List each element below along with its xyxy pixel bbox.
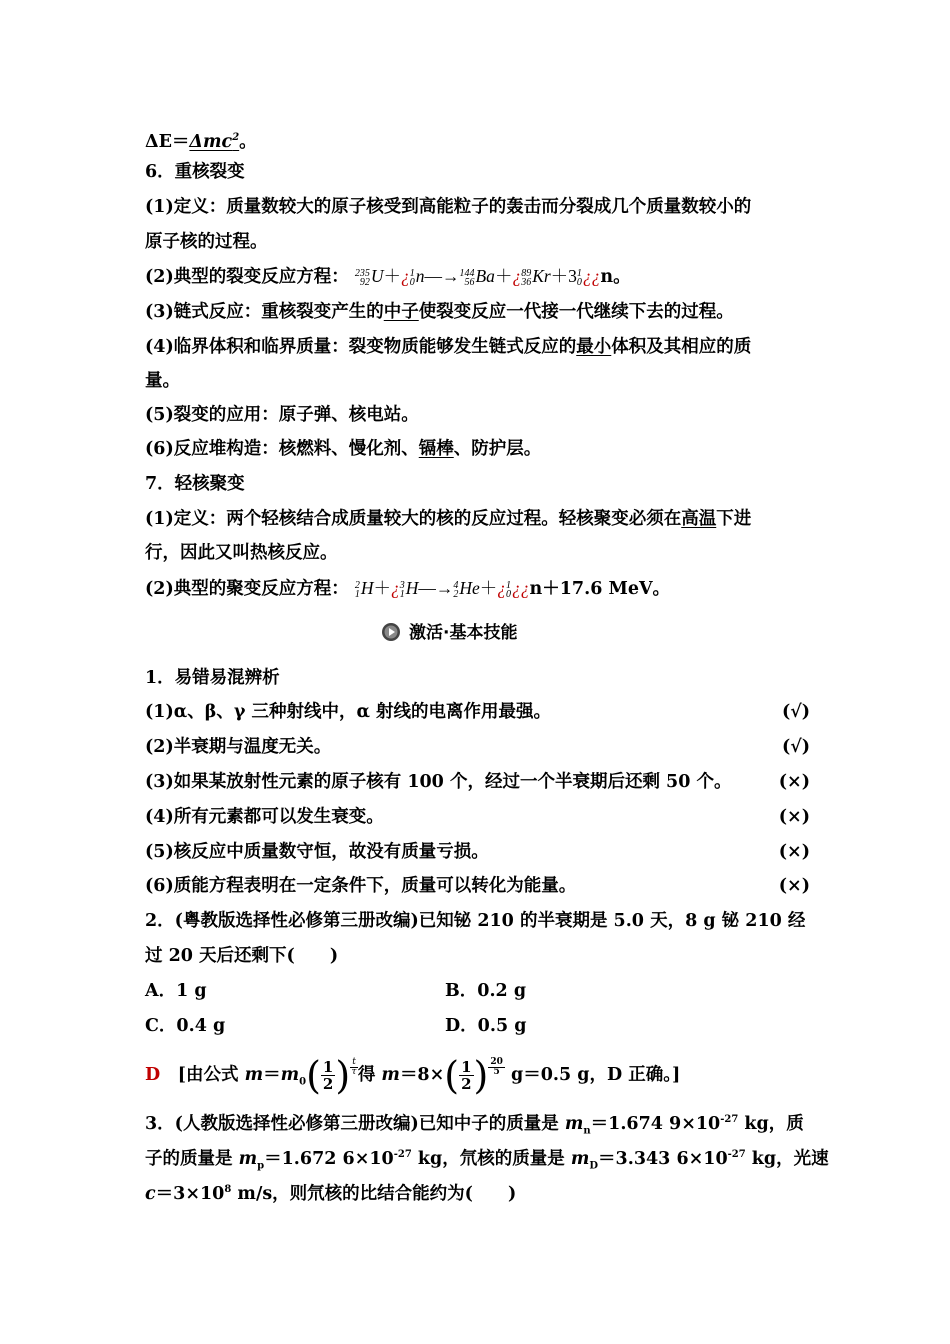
fusion-equation-line: (2)典型的聚变反应方程： 2 1 H＋¿ 3 1 H—→ 4 2 He＋¿ 1 0 ¿¿n＋17.6 MeV。: [145, 578, 671, 600]
s7-definition-2: 行，因此又叫热核反应。: [145, 543, 338, 563]
q2-stem-1: 2．(粤教版选择性必修第三册改编)已知铋 210 的半衰期是 5.0 天，8 g 铋 210 经: [145, 911, 806, 931]
answer-letter: D: [145, 1065, 161, 1085]
half-fraction: $\frac{1}{2}$: [461, 1058, 472, 1093]
s6-definition-1: (1)定义：质量数较大的原子核受到高能粒子的轰击而分裂成几个质量数较小的: [145, 197, 752, 217]
play-circle-icon: [381, 622, 401, 642]
q1-title: 1．易错易混辨析: [145, 668, 280, 688]
exponent-t-over-tau: $\frac{t}{\tau}$: [351, 1057, 357, 1077]
s6-critical-2: 量。: [145, 371, 180, 391]
q1-item: (4)所有元素都可以发生衰变。 (×): [145, 807, 810, 827]
q3-stem-2: 子的质量是 $m_p=1.672$ $6\times 10^{-27}$ kg，氘核的质量是 $m_D=3.343$ $6\times 10^{-27}$ kg，光速: [145, 1148, 829, 1172]
fission-equation-line: (2)典型的裂变反应方程： 235 92 U＋¿ 1 0 n—→ 144 56 Ba＋¿ 89 36 Kr＋3 1 0 ¿¿n。: [145, 266, 631, 288]
s6-critical-1: (4)临界体积和临界质量：裂变物质能够发生链式反应的最小体积及其相应的质: [145, 337, 752, 357]
exponent-20-over-5: $\frac{20}{5}$: [490, 1057, 503, 1077]
s6-reactor: (6)反应堆构造：核燃料、慢化剂、镉棒、防护层。: [145, 439, 542, 459]
q1-item: (1)α、β、γ 三种射线中，α 射线的电离作用最强。 (√): [145, 702, 810, 722]
q2-option-b: B．0.2 g: [445, 981, 527, 1001]
fusion-equation: 2 1 H＋¿ 3 1 H—→ 4 2 He＋¿ 1 0 ¿¿: [354, 578, 530, 600]
q2-option-a: A．1 g: [145, 981, 207, 1001]
s6-definition-2: 原子核的过程。: [145, 232, 268, 252]
q1-item: (6)质能方程表明在一定条件下，质量可以转化为能量。 (×): [145, 876, 810, 896]
q2-option-d: D．0.5 g: [445, 1016, 527, 1036]
section-6-title: 6．重核裂变: [145, 162, 245, 182]
q3-stem-3: $c=3\times 10^8$ m/s，则氘核的比结合能约为( ): [145, 1183, 517, 1204]
underlined-formula: Δmc$^2$: [189, 131, 240, 152]
q2-option-c: C．0.4 g: [145, 1016, 226, 1036]
half-fraction: $\frac{1}{2}$: [322, 1058, 334, 1093]
q3-stem-1: 3．(人教版选择性必修第三册改编)已知中子的质量是 $m_n=1.674$ $9\times 10^{-27}$ kg，质: [145, 1113, 804, 1137]
q2-answer: D [由公式 $m=m_0$( $\frac{1}{2}$ ) $\frac{t}{\tau}$ 得 m＝8×( $\frac{1}{2}$ ) $\frac{20}{5}$ g＝0.5 g，D 正确。]: [145, 1053, 681, 1098]
q1-item: (3)如果某放射性元素的原子核有 100 个，经过一个半衰期后还剩 50 个。 (×): [145, 772, 810, 792]
section-banner: 激活·基本技能: [381, 618, 517, 643]
fission-equation: 235 92 U＋¿ 1 0 n—→ 144 56 Ba＋¿ 89 36 Kr＋3 1 0 ¿¿: [354, 266, 601, 288]
q2-stem-2: 过 20 天后还剩下( ): [145, 946, 339, 966]
q1-item: (5)核反应中质量数守恒，故没有质量亏损。 (×): [145, 842, 810, 862]
s6-application: (5)裂变的应用：原子弹、核电站。: [145, 405, 419, 425]
section-7-title: 7．轻核聚变: [145, 474, 245, 494]
s7-definition-1: (1)定义：两个轻核结合成质量较大的核的反应过程。轻核聚变必须在高温下进: [145, 509, 752, 529]
s6-chain-reaction: (3)链式反应：重核裂变产生的中子使裂变反应一代接一代继续下去的过程。: [145, 302, 734, 322]
mass-energy-line: ΔE＝Δmc$^2$。: [145, 131, 257, 152]
q1-item: (2)半衰期与温度无关。 (√): [145, 737, 810, 757]
